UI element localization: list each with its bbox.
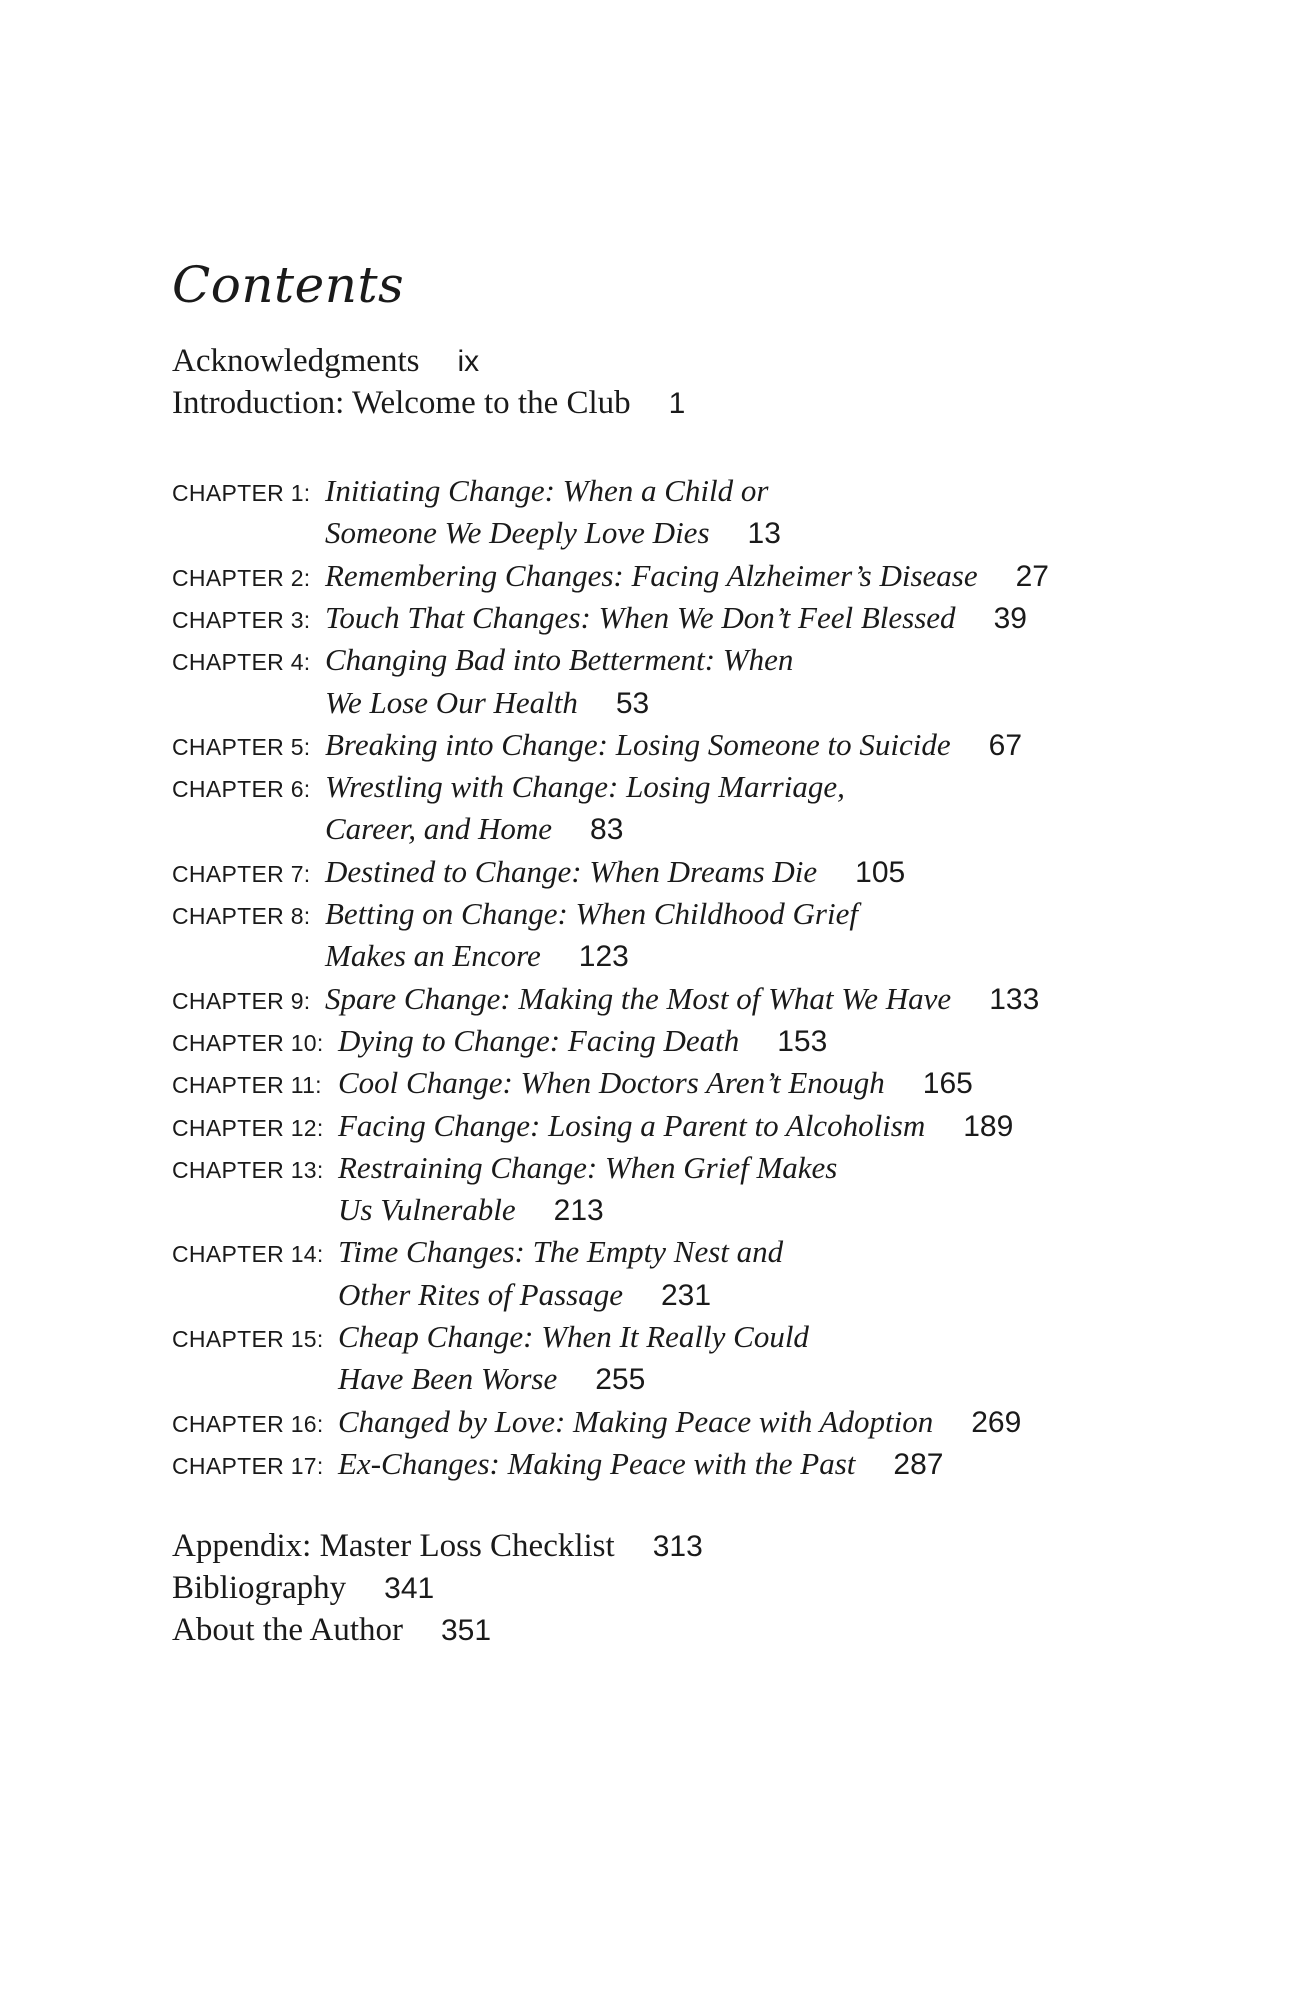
chapter-page-number: 231 <box>661 1278 712 1312</box>
chapter-page-number: 123 <box>578 940 629 974</box>
chapter-entry[interactable] <box>172 642 794 678</box>
chapter-page-number: 27 <box>1015 559 1049 593</box>
toc-entry-appendix[interactable] <box>172 1530 703 1563</box>
chapter-title: Destined to Change: When Dreams Die <box>325 853 818 889</box>
chapter-title: Changing Bad into Betterment: When <box>325 642 794 678</box>
toc-entry-introduction[interactable] <box>172 387 685 420</box>
chapter-entry[interactable] <box>172 1022 828 1058</box>
chapter-page-number: 133 <box>989 982 1040 1016</box>
chapter-label: CHAPTER 1: <box>172 480 311 506</box>
chapter-title: Makes an Encore <box>325 938 541 974</box>
chapter-title: Betting on Change: When Childhood Grief <box>325 896 858 931</box>
chapter-page-number: 53 <box>615 686 650 720</box>
chapter-label: CHAPTER 6: <box>172 776 311 803</box>
chapter-title: Cool Change: When Doctors Aren’t Enough <box>338 1065 885 1101</box>
chapter-page-number: 189 <box>963 1109 1014 1143</box>
chapter-page-number: 105 <box>855 855 906 889</box>
chapter-title: Cheap Change: When It Really Could <box>338 1319 809 1354</box>
chapter-label: CHAPTER 17: <box>172 1452 324 1479</box>
chapter-title: Touch That Changes: When We Don’t Feel Blessed <box>325 599 956 635</box>
chapter-entry-continuation[interactable] <box>172 1276 712 1312</box>
chapter-label: CHAPTER 5: <box>172 733 311 760</box>
chapter-label: CHAPTER 11: <box>172 1072 322 1099</box>
chapter-entry[interactable] <box>172 1067 973 1099</box>
entry-page-number: ix <box>457 345 480 378</box>
toc-entry-acknowledgments[interactable] <box>172 345 479 378</box>
chapter-title: Breaking into Change: Losing Someone to Suicide <box>325 726 951 762</box>
chapter-page-number: 255 <box>595 1363 646 1397</box>
chapter-title: Remembering Changes: Facing Alzheimer’s Disease <box>325 557 978 593</box>
toc-entry-bibliography[interactable] <box>172 1572 434 1605</box>
entry-page-number: 1 <box>668 387 686 420</box>
chapter-entry[interactable] <box>172 726 1023 762</box>
chapter-label: CHAPTER 10: <box>172 1029 324 1056</box>
chapter-entry[interactable] <box>172 853 906 889</box>
chapter-page-number: 269 <box>971 1405 1022 1439</box>
chapter-title: Ex-Changes: Making Peace with the Past <box>338 1445 856 1481</box>
chapter-label: CHAPTER 12: <box>172 1114 324 1141</box>
chapter-page-number: 153 <box>777 1024 828 1058</box>
chapter-page-number: 39 <box>993 601 1027 635</box>
entry-page-number: 313 <box>652 1530 703 1563</box>
toc-entry-about-the-author[interactable] <box>172 1614 491 1647</box>
chapter-page-number: 83 <box>590 813 624 847</box>
chapter-page-number: 67 <box>988 728 1023 762</box>
chapter-page-number: 13 <box>747 517 781 551</box>
chapter-entry[interactable] <box>172 898 858 929</box>
chapter-title: Us Vulnerable <box>338 1192 516 1228</box>
chapter-entry-continuation[interactable] <box>172 517 781 549</box>
chapter-label: CHAPTER 8: <box>172 903 311 929</box>
chapter-title: Wrestling with Change: Losing Marriage, <box>325 769 845 805</box>
chapter-title: Dying to Change: Facing Death <box>338 1022 740 1058</box>
chapter-entry-continuation[interactable] <box>172 1363 645 1395</box>
entry-label: Appendix: Master Loss Checklist <box>172 1528 615 1564</box>
chapter-label: CHAPTER 4: <box>172 649 311 676</box>
chapter-label: CHAPTER 15: <box>172 1326 324 1352</box>
chapter-label: CHAPTER 14: <box>172 1241 324 1268</box>
chapter-label: CHAPTER 3: <box>172 606 311 633</box>
chapter-entry[interactable] <box>172 1445 944 1481</box>
entry-label: Bibliography <box>172 1570 347 1606</box>
chapter-page-number: 213 <box>553 1194 604 1228</box>
chapter-title: Restraining Change: When Grief Makes <box>338 1149 838 1185</box>
chapter-entry[interactable] <box>172 557 1049 593</box>
chapter-entry-continuation[interactable] <box>172 940 629 972</box>
page-title: Contents <box>172 255 405 314</box>
chapter-title: Other Rites of Passage <box>338 1276 623 1312</box>
entry-label: About the Author <box>172 1612 403 1648</box>
chapter-label: CHAPTER 16: <box>172 1410 324 1437</box>
chapter-entry-continuation[interactable] <box>172 813 623 845</box>
chapter-page-number: 165 <box>922 1067 973 1101</box>
chapter-entry[interactable] <box>172 1149 838 1185</box>
entry-label: Introduction: Welcome to the Club <box>172 385 631 421</box>
chapter-label: CHAPTER 7: <box>172 860 311 887</box>
chapter-label: CHAPTER 9: <box>172 987 311 1014</box>
chapter-title: Spare Change: Making the Most of What We Have <box>325 980 952 1016</box>
chapter-label: CHAPTER 2: <box>172 564 311 591</box>
entry-page-number: 351 <box>440 1614 492 1647</box>
chapter-title: Time Changes: The Empty Nest and <box>338 1234 784 1270</box>
chapter-title: Facing Change: Losing a Parent to Alcoholism <box>338 1107 926 1143</box>
chapter-entry[interactable] <box>172 980 1040 1016</box>
chapter-entry[interactable] <box>172 769 845 805</box>
chapter-entry[interactable] <box>172 1321 809 1352</box>
chapter-entry-continuation[interactable] <box>172 684 650 720</box>
chapter-label: CHAPTER 13: <box>172 1156 324 1183</box>
chapter-entry[interactable] <box>172 599 1027 635</box>
chapter-entry[interactable] <box>172 1107 1014 1143</box>
chapter-entry[interactable] <box>172 475 768 506</box>
chapter-title: Have Been Worse <box>338 1361 558 1397</box>
chapter-title: Career, and Home <box>325 811 553 847</box>
chapter-title: We Lose Our Health <box>325 684 578 720</box>
chapter-title: Changed by Love: Making Peace with Adoption <box>338 1403 934 1439</box>
chapter-entry[interactable] <box>172 1403 1022 1439</box>
entry-label: Acknowledgments <box>172 343 420 379</box>
entry-page-number: 341 <box>384 1572 435 1605</box>
chapter-entry[interactable] <box>172 1234 784 1270</box>
chapter-title: Someone We Deeply Love Dies <box>325 515 710 551</box>
chapter-page-number: 287 <box>893 1447 944 1481</box>
chapter-title: Initiating Change: When a Child or <box>325 473 769 508</box>
chapter-entry-continuation[interactable] <box>172 1194 604 1226</box>
